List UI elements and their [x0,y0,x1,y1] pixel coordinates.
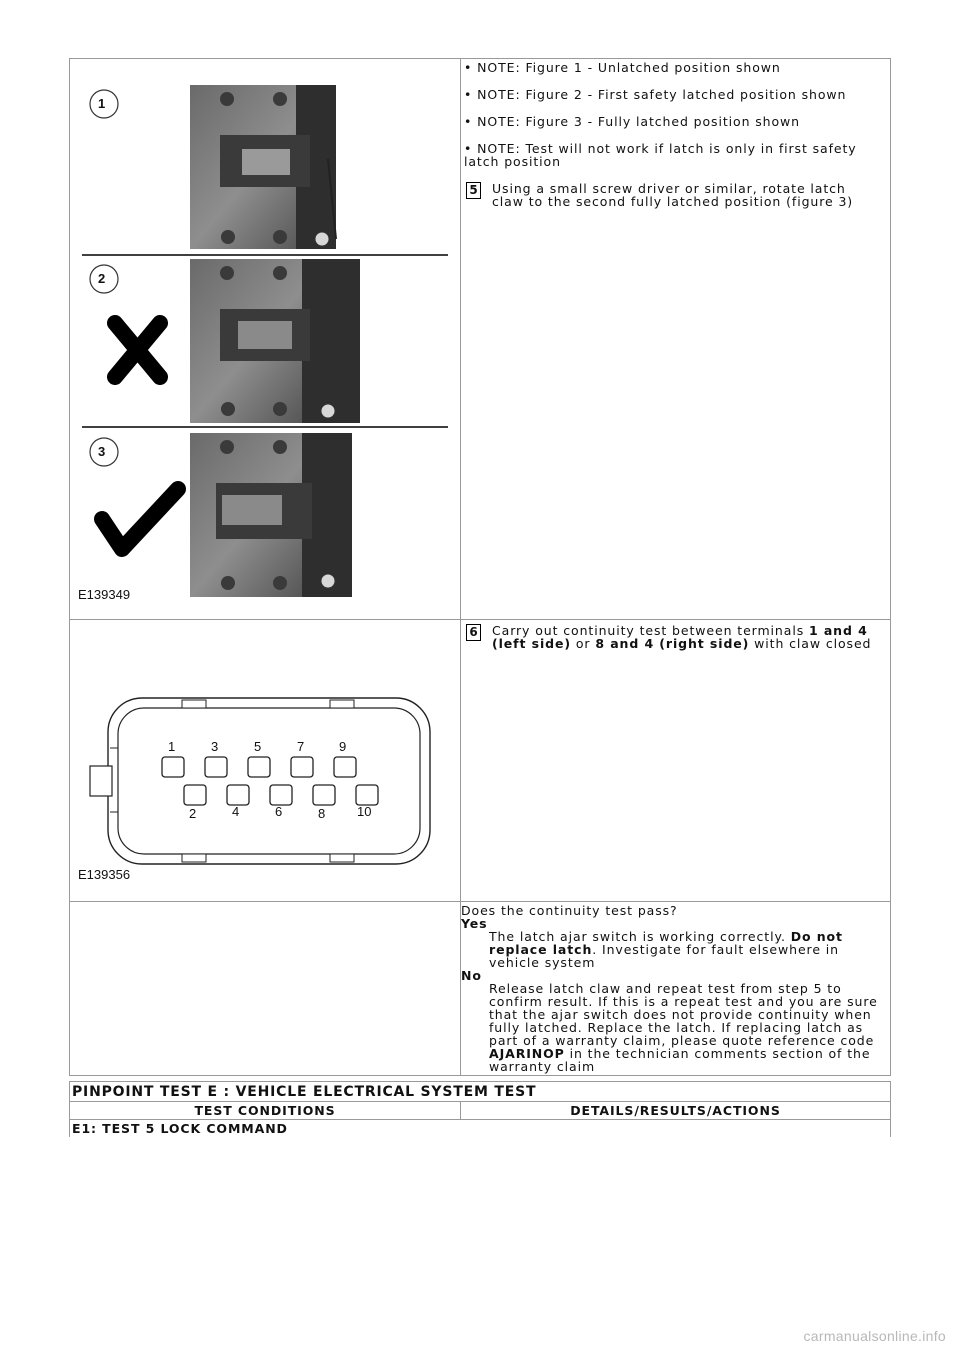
result-empty-cell [70,902,461,1076]
pin-label-1: 1 [168,739,176,754]
callout-1: 1 [98,96,106,111]
step-number-5: 5 [466,182,481,199]
latch-photo-1 [190,85,336,249]
step-6-text-b: or [571,636,596,651]
pinpoint-title: PINPOINT TEST E : VEHICLE ELECTRICAL SYSTEM TEST [70,1082,891,1102]
callout-3: 3 [98,444,106,459]
figure-code: E139356 [78,867,131,882]
col-header-details: DETAILS/RESULTS/ACTIONS [461,1102,891,1120]
connector-figure [70,620,460,901]
step-6-bold-b: 8 and 4 (right side) [595,636,750,651]
pin-label-9: 9 [339,739,347,754]
note-1: • NOTE: Figure 1 - Unlatched position shown [464,60,781,75]
step-6-text-c: with claw closed [749,636,872,651]
pin-label-2: 2 [189,806,197,821]
no-text: Release latch claw and repeat test from step 5 to confirm result. If this is a repeat test and you are sure that the ajar switch does not provide continuity when fully latched. Replace the latch. If replacing latch as part of a warranty claim, please quote reference code AJARINOP in the technician comments section of the warranty claim [489,981,878,1074]
no-label: No [461,968,482,983]
step-6-text-a: Carry out continuity test between terminals [492,623,809,638]
note-4: • NOTE: Test will not work if latch is only in first safety latch position [464,141,857,169]
connector-diagram [70,620,461,901]
latch-photo-3 [102,433,352,597]
col-header-test-conditions: TEST CONDITIONS [70,1102,461,1120]
figure-code: E139349 [78,587,131,602]
test-row-e1: E1: TEST 5 LOCK COMMAND [70,1120,891,1138]
step6-figure-cell [70,620,461,902]
latch-photos [70,59,461,619]
cross-icon [115,323,160,377]
yes-label: Yes [461,916,488,931]
pin-label-3: 3 [211,739,219,754]
callout-2: 2 [98,271,106,286]
latch-figure [70,59,460,619]
note-3: • NOTE: Figure 3 - Fully latched position shown [464,114,800,129]
pin-label-5: 5 [254,739,262,754]
pin-label-7: 7 [297,739,305,754]
step-number-6: 6 [466,624,481,641]
pin-label-4: 4 [232,804,240,819]
pin-label-6: 6 [275,804,283,819]
step5-details-cell [461,59,891,620]
result-block [461,902,890,1075]
step-5-text: Using a small screw driver or similar, rotate latch claw to the second fully latched position (figure 3) [492,181,854,209]
step-5 [464,182,882,208]
note-2: • NOTE: Figure 2 - First safety latched position shown [464,87,847,102]
pinpoint-table [69,1081,891,1137]
step5-figure-cell [70,59,461,620]
check-icon [102,489,178,549]
latch-photo-2 [115,259,360,423]
pin-label-8: 8 [318,806,326,821]
yes-text: The latch ajar switch is working correctly. Do not replace latch. Investigate for fault elsewhere in vehicle system [489,929,843,970]
step-table [69,58,891,1076]
step6-details-cell [461,620,891,902]
pin-label-10: 10 [357,804,372,819]
result-question: Does the continuity test pass? [461,903,678,918]
step-6 [464,624,882,650]
result-cell [461,902,891,1076]
step-6-bold-a: 1 and 4 (left side) [492,623,868,651]
watermark: carmanualsonline.info [803,1328,946,1344]
